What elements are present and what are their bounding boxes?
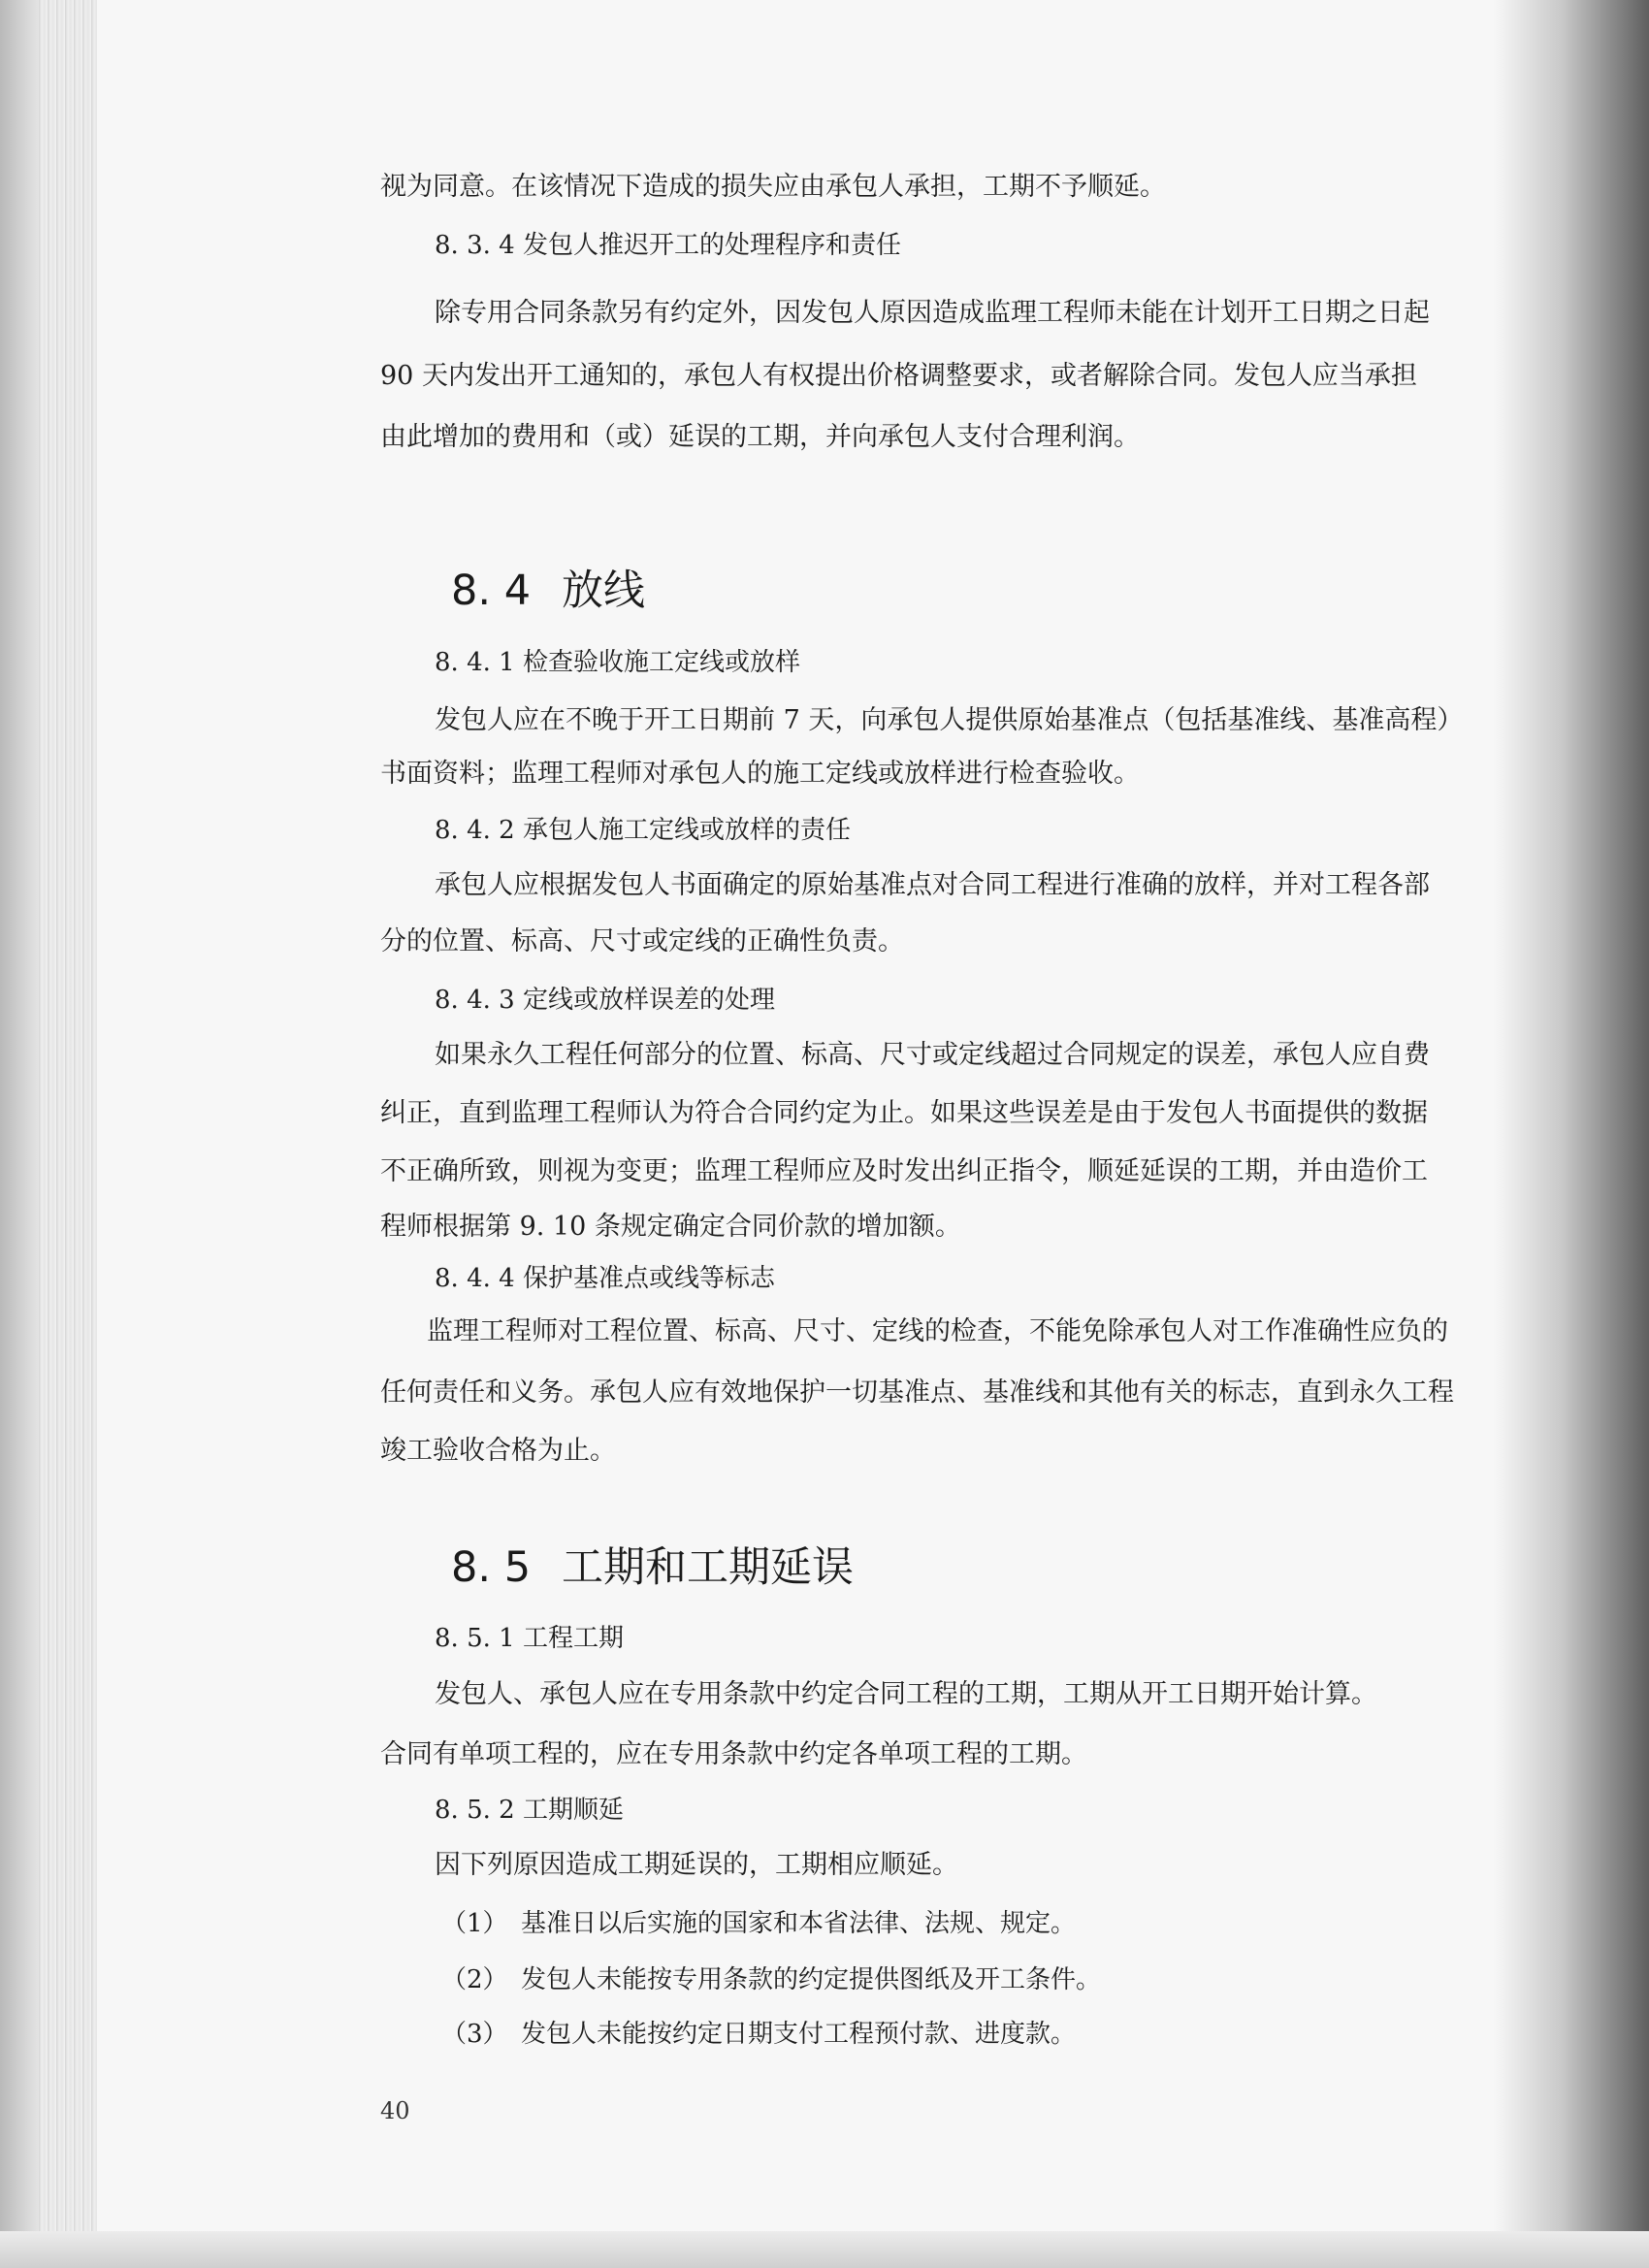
list-item <box>441 1960 1101 1995</box>
subheading-8-4-4: 8. 4. 4 保护基准点或线等标志 <box>435 1264 775 1293</box>
paragraph-line: 监理工程师对工程位置、标高、尺寸、定线的检查，不能免除承包人对工作准确性应负的 <box>427 1316 1448 1346</box>
section-title: 放线 <box>562 567 645 615</box>
paragraph-line: 竣工验收合格为止。 <box>380 1436 616 1466</box>
paragraph-line: 发包人、承包人应在专用条款中约定合同工程的工期，工期从开工日期开始计算。 <box>435 1679 1377 1709</box>
paragraph-line: 90 天内发出开工通知的，承包人有权提出价格调整要求，或者解除合同。发包人应当承担 <box>380 361 1417 391</box>
bottom-page-edge <box>0 2231 1649 2268</box>
paragraph-line: 合同有单项工程的，应在专用条款中约定各单项工程的工期。 <box>380 1739 1087 1769</box>
subheading-8-5-2: 8. 5. 2 工期顺延 <box>435 1796 624 1825</box>
list-marker: （1） <box>441 1909 508 1938</box>
section-heading-8-4 <box>451 558 645 617</box>
paragraph-line: 书面资料；监理工程师对承包人的施工定线或放样进行检查验收。 <box>380 759 1140 789</box>
page-stack-edges <box>39 0 97 2268</box>
subheading-8-4-3: 8. 4. 3 定线或放样误差的处理 <box>435 986 775 1015</box>
paragraph-line: 分的位置、标高、尺寸或定线的正确性负责。 <box>380 926 904 956</box>
list-text: 发包人未能按专用条款的约定提供图纸及开工条件。 <box>521 1965 1102 1994</box>
page-number: 40 <box>380 2097 410 2124</box>
list-marker: （3） <box>441 2020 508 2049</box>
paragraph-line: 纠正，直到监理工程师认为符合合同约定为止。如果这些误差是由于发包人书面提供的数据 <box>380 1098 1428 1128</box>
list-text: 基准日以后实施的国家和本省法律、法规、规定。 <box>521 1909 1077 1938</box>
subheading-8-4-2: 8. 4. 2 承包人施工定线或放样的责任 <box>435 816 851 845</box>
subheading-8-5-1: 8. 5. 1 工程工期 <box>435 1624 624 1653</box>
section-heading-8-5 <box>451 1535 854 1594</box>
paragraph-line: 视为同意。在该情况下造成的损失应由承包人承担，工期不予顺延。 <box>380 172 1166 202</box>
paragraph-line: 发包人应在不晚于开工日期前 7 天，向承包人提供原始基准点（包括基准线、基准高程） <box>435 705 1464 735</box>
paragraph-line: 除专用合同条款另有约定外，因发包人原因造成监理工程师未能在计划开工日期之日起 <box>435 298 1430 328</box>
list-text: 发包人未能按约定日期支付工程预付款、进度款。 <box>521 2020 1077 2049</box>
section-title: 工期和工期延误 <box>562 1543 854 1592</box>
left-binding-shadow <box>0 0 39 2268</box>
section-number: 8. 5 <box>451 1543 532 1592</box>
paragraph-line: 任何责任和义务。承包人应有效地保护一切基准点、基准线和其他有关的标志，直到永久工程 <box>380 1377 1454 1408</box>
section-number: 8. 4 <box>451 567 532 615</box>
paragraph-line: 不正确所致，则视为变更；监理工程师应及时发出纠正指令，顺延延误的工期，并由造价工 <box>380 1156 1428 1186</box>
paragraph-line: 如果永久工程任何部分的位置、标高、尺寸或定线超过合同规定的误差，承包人应自费 <box>435 1040 1430 1070</box>
list-item <box>441 1903 1076 1939</box>
list-item <box>441 2014 1076 2050</box>
paragraph-line: 由此增加的费用和（或）延误的工期，并向承包人支付合理利润。 <box>380 422 1140 452</box>
list-marker: （2） <box>441 1965 508 1994</box>
subheading-8-4-1: 8. 4. 1 检查验收施工定线或放样 <box>435 648 800 677</box>
paragraph-line: 程师根据第 9. 10 条规定确定合同价款的增加额。 <box>380 1212 961 1242</box>
subheading-8-3-4: 8. 3. 4 发包人推迟开工的处理程序和责任 <box>435 231 901 260</box>
paragraph-line: 因下列原因造成工期延误的，工期相应顺延。 <box>435 1850 958 1880</box>
paragraph-line: 承包人应根据发包人书面确定的原始基准点对合同工程进行准确的放样，并对工程各部 <box>435 870 1430 900</box>
